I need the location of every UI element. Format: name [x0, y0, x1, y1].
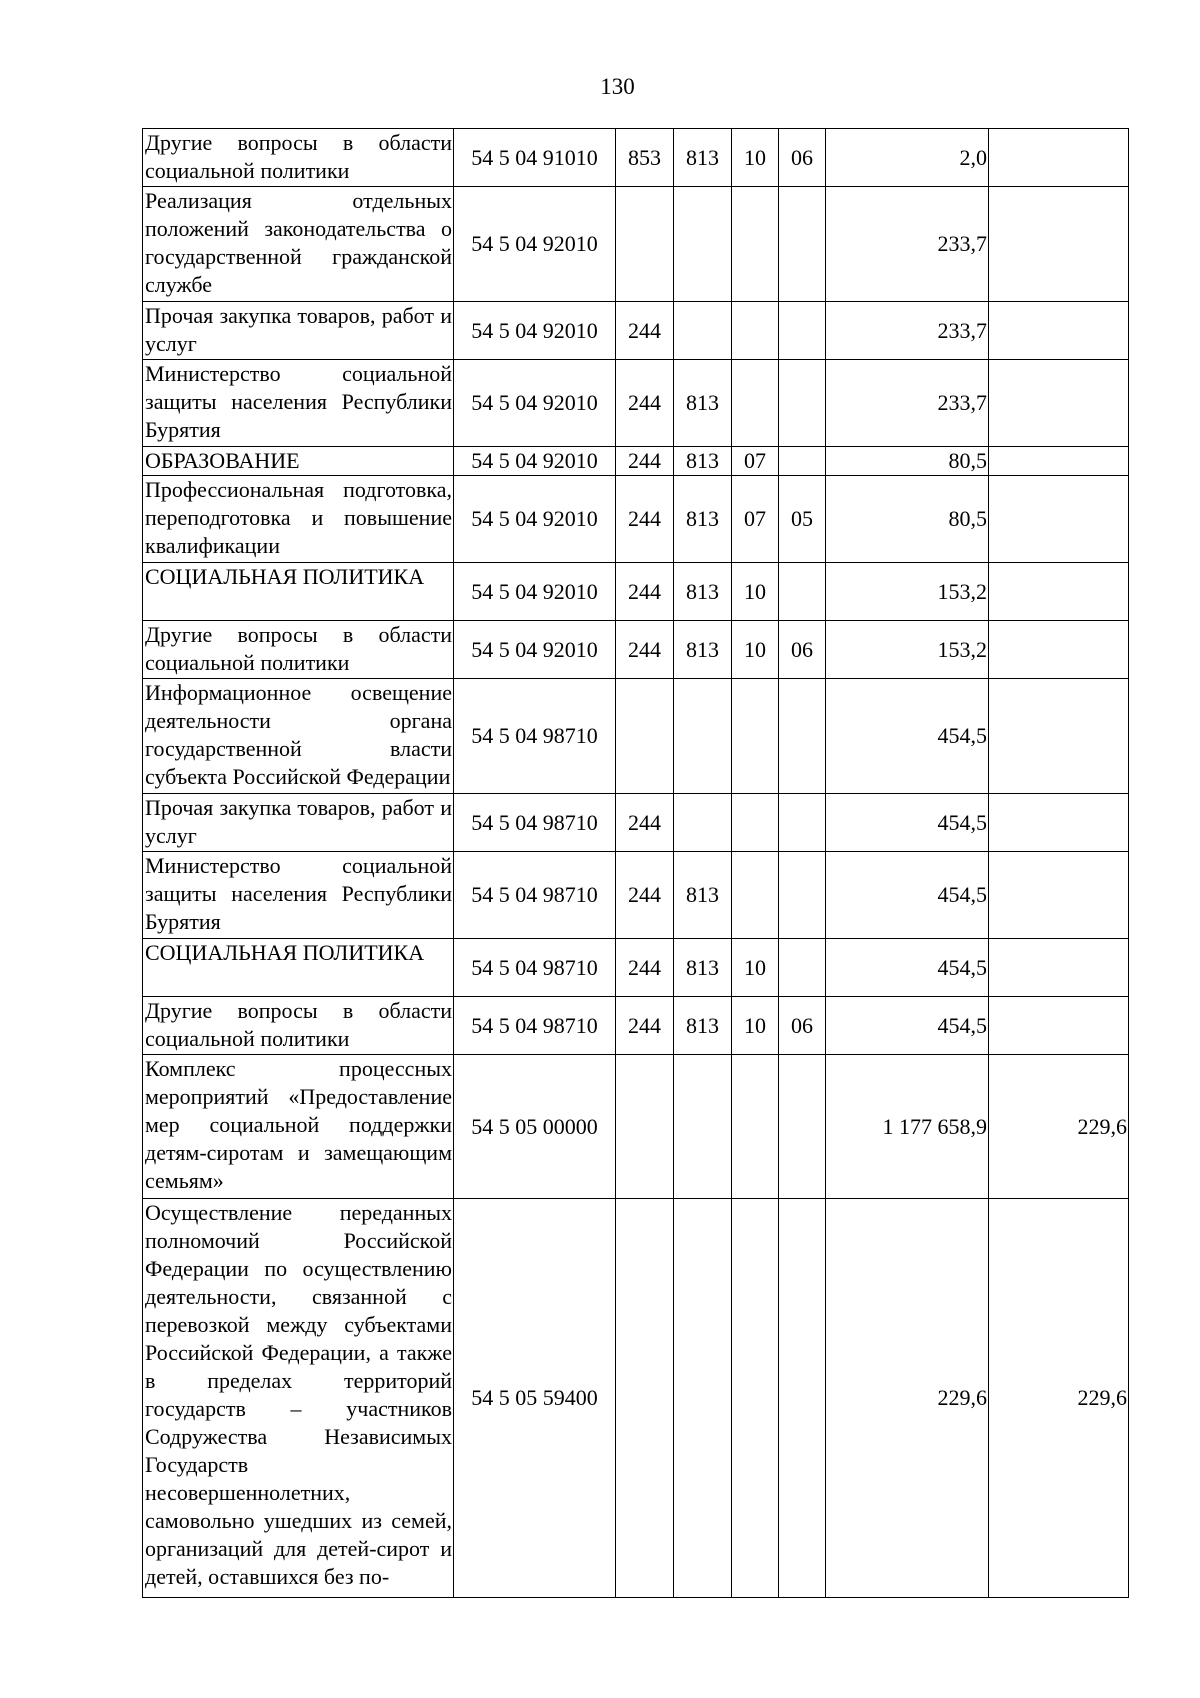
amount-cell: 2,0 — [826, 129, 989, 187]
target-article-cell: 54 5 04 92010 — [454, 302, 616, 360]
expense-type-cell: 244 — [616, 302, 674, 360]
federal-amount-cell — [989, 852, 1129, 939]
table-row — [143, 476, 1129, 563]
section-cell: 07 — [732, 447, 779, 476]
federal-amount-cell — [989, 302, 1129, 360]
expense-type-cell: 244 — [616, 794, 674, 852]
row-name-cell: Комплекс процессных мероприятий «Предоставление мер социальной поддержки детям-сиротам и замещающим семьям» — [143, 1055, 454, 1199]
row-name-cell: Министерство социальной защиты населения Республики Бурятия — [143, 852, 454, 939]
row-name-cell: Информационное освещение деятельности органа государственной власти субъекта Российской Федерации — [143, 679, 454, 794]
table-row — [143, 187, 1129, 302]
amount-cell: 1 177 658,9 — [826, 1055, 989, 1199]
section-cell — [732, 852, 779, 939]
subsection-cell — [779, 187, 826, 302]
table-row — [143, 852, 1129, 939]
ministry-code-cell: 813 — [674, 476, 732, 563]
federal-amount-cell — [989, 447, 1129, 476]
subsection-cell — [779, 852, 826, 939]
ministry-code-cell — [674, 679, 732, 794]
subsection-cell — [779, 1055, 826, 1199]
subsection-cell — [779, 563, 826, 621]
subsection-cell: 05 — [779, 476, 826, 563]
section-cell — [732, 679, 779, 794]
table-row — [143, 1055, 1129, 1199]
table-row — [143, 447, 1129, 476]
row-name-cell: Осуществление переданных полномочий Российской Федерации по осуществлению деятельности, связанной с перевозкой между субъектами Российской Федерации, а также в пределах территорий государств – участников Содружества Независимых Государств несовершеннолетних, самовольно ушедших из семей, организаций для детей-сирот и детей, оставшихся без по- — [143, 1199, 454, 1598]
table-row — [143, 1199, 1129, 1598]
expense-type-cell — [616, 1055, 674, 1199]
target-article-cell: 54 5 04 92010 — [454, 621, 616, 679]
amount-cell: 454,5 — [826, 997, 989, 1055]
section-cell — [732, 302, 779, 360]
row-name-cell: Другие вопросы в области социальной политики — [143, 129, 454, 187]
expense-type-cell: 244 — [616, 621, 674, 679]
subsection-cell — [779, 447, 826, 476]
table-row — [143, 302, 1129, 360]
federal-amount-cell — [989, 997, 1129, 1055]
expense-type-cell: 244 — [616, 360, 674, 447]
subsection-cell: 06 — [779, 129, 826, 187]
expense-type-cell: 853 — [616, 129, 674, 187]
section-cell — [732, 1199, 779, 1598]
target-article-cell: 54 5 04 92010 — [454, 563, 616, 621]
ministry-code-cell: 813 — [674, 360, 732, 447]
table-row — [143, 563, 1129, 621]
section-cell: 07 — [732, 476, 779, 563]
ministry-code-cell: 813 — [674, 852, 732, 939]
ministry-code-cell — [674, 1199, 732, 1598]
amount-cell: 454,5 — [826, 794, 989, 852]
table-row — [143, 679, 1129, 794]
section-cell — [732, 360, 779, 447]
table-row — [143, 129, 1129, 187]
section-cell — [732, 1055, 779, 1199]
amount-cell: 454,5 — [826, 679, 989, 794]
ministry-code-cell: 813 — [674, 621, 732, 679]
subsection-cell — [779, 302, 826, 360]
federal-amount-cell — [989, 360, 1129, 447]
expense-type-cell — [616, 679, 674, 794]
amount-cell: 233,7 — [826, 360, 989, 447]
row-name-cell: Другие вопросы в области социальной политики — [143, 997, 454, 1055]
federal-amount-cell — [989, 187, 1129, 302]
target-article-cell: 54 5 04 92010 — [454, 360, 616, 447]
subsection-cell — [779, 679, 826, 794]
amount-cell: 233,7 — [826, 187, 989, 302]
expense-type-cell: 244 — [616, 563, 674, 621]
target-article-cell: 54 5 05 59400 — [454, 1199, 616, 1598]
subsection-cell: 06 — [779, 997, 826, 1055]
table-row — [143, 794, 1129, 852]
target-article-cell: 54 5 04 92010 — [454, 476, 616, 563]
amount-cell: 80,5 — [826, 476, 989, 563]
ministry-code-cell: 813 — [674, 447, 732, 476]
table-body — [143, 129, 1129, 1598]
federal-amount-cell — [989, 679, 1129, 794]
section-cell: 10 — [732, 997, 779, 1055]
target-article-cell: 54 5 04 98710 — [454, 794, 616, 852]
table-row — [143, 621, 1129, 679]
amount-cell: 454,5 — [826, 939, 989, 997]
section-cell: 10 — [732, 129, 779, 187]
table-row — [143, 360, 1129, 447]
target-article-cell: 54 5 04 98710 — [454, 679, 616, 794]
expense-type-cell: 244 — [616, 852, 674, 939]
ministry-code-cell: 813 — [674, 563, 732, 621]
table-row — [143, 997, 1129, 1055]
expense-type-cell: 244 — [616, 997, 674, 1055]
target-article-cell: 54 5 05 00000 — [454, 1055, 616, 1199]
federal-amount-cell — [989, 129, 1129, 187]
federal-amount-cell — [989, 621, 1129, 679]
subsection-cell — [779, 1199, 826, 1598]
ministry-code-cell — [674, 794, 732, 852]
expense-type-cell — [616, 187, 674, 302]
section-cell: 10 — [732, 621, 779, 679]
row-name-cell: Прочая закупка товаров, работ и услуг — [143, 794, 454, 852]
subsection-cell — [779, 794, 826, 852]
row-name-cell: Другие вопросы в области социальной политики — [143, 621, 454, 679]
expense-type-cell — [616, 1199, 674, 1598]
amount-cell: 233,7 — [826, 302, 989, 360]
row-name-cell: Прочая закупка товаров, работ и услуг — [143, 302, 454, 360]
ministry-code-cell: 813 — [674, 997, 732, 1055]
table-row — [143, 939, 1129, 997]
amount-cell: 454,5 — [826, 852, 989, 939]
budget-table — [142, 128, 1129, 1598]
federal-amount-cell: 229,6 — [989, 1055, 1129, 1199]
amount-cell: 80,5 — [826, 447, 989, 476]
row-name-cell: СОЦИАЛЬНАЯ ПОЛИТИКА — [143, 939, 454, 997]
federal-amount-cell — [989, 794, 1129, 852]
target-article-cell: 54 5 04 91010 — [454, 129, 616, 187]
federal-amount-cell — [989, 939, 1129, 997]
ministry-code-cell — [674, 302, 732, 360]
section-cell: 10 — [732, 563, 779, 621]
subsection-cell — [779, 939, 826, 997]
row-name-cell: Профессиональная подготовка, переподготовка и повышение квалификации — [143, 476, 454, 563]
expense-type-cell: 244 — [616, 476, 674, 563]
ministry-code-cell — [674, 1055, 732, 1199]
row-name-cell: Министерство социальной защиты населения Республики Бурятия — [143, 360, 454, 447]
federal-amount-cell — [989, 476, 1129, 563]
expense-type-cell: 244 — [616, 939, 674, 997]
section-cell — [732, 794, 779, 852]
target-article-cell: 54 5 04 98710 — [454, 997, 616, 1055]
federal-amount-cell: 229,6 — [989, 1199, 1129, 1598]
target-article-cell: 54 5 04 92010 — [454, 447, 616, 476]
section-cell: 10 — [732, 939, 779, 997]
ministry-code-cell: 813 — [674, 939, 732, 997]
section-cell — [732, 187, 779, 302]
federal-amount-cell — [989, 563, 1129, 621]
subsection-cell — [779, 360, 826, 447]
row-name-cell: СОЦИАЛЬНАЯ ПОЛИТИКА — [143, 563, 454, 621]
subsection-cell: 06 — [779, 621, 826, 679]
amount-cell: 153,2 — [826, 563, 989, 621]
target-article-cell: 54 5 04 98710 — [454, 939, 616, 997]
ministry-code-cell: 813 — [674, 129, 732, 187]
expense-type-cell: 244 — [616, 447, 674, 476]
page-number: 130 — [600, 74, 635, 99]
row-name-cell: Реализация отдельных положений законодательства о государственной гражданской службе — [143, 187, 454, 302]
target-article-cell: 54 5 04 98710 — [454, 852, 616, 939]
target-article-cell: 54 5 04 92010 — [454, 187, 616, 302]
amount-cell: 229,6 — [826, 1199, 989, 1598]
ministry-code-cell — [674, 187, 732, 302]
row-name-cell: ОБРАЗОВАНИЕ — [143, 447, 454, 476]
amount-cell: 153,2 — [826, 621, 989, 679]
